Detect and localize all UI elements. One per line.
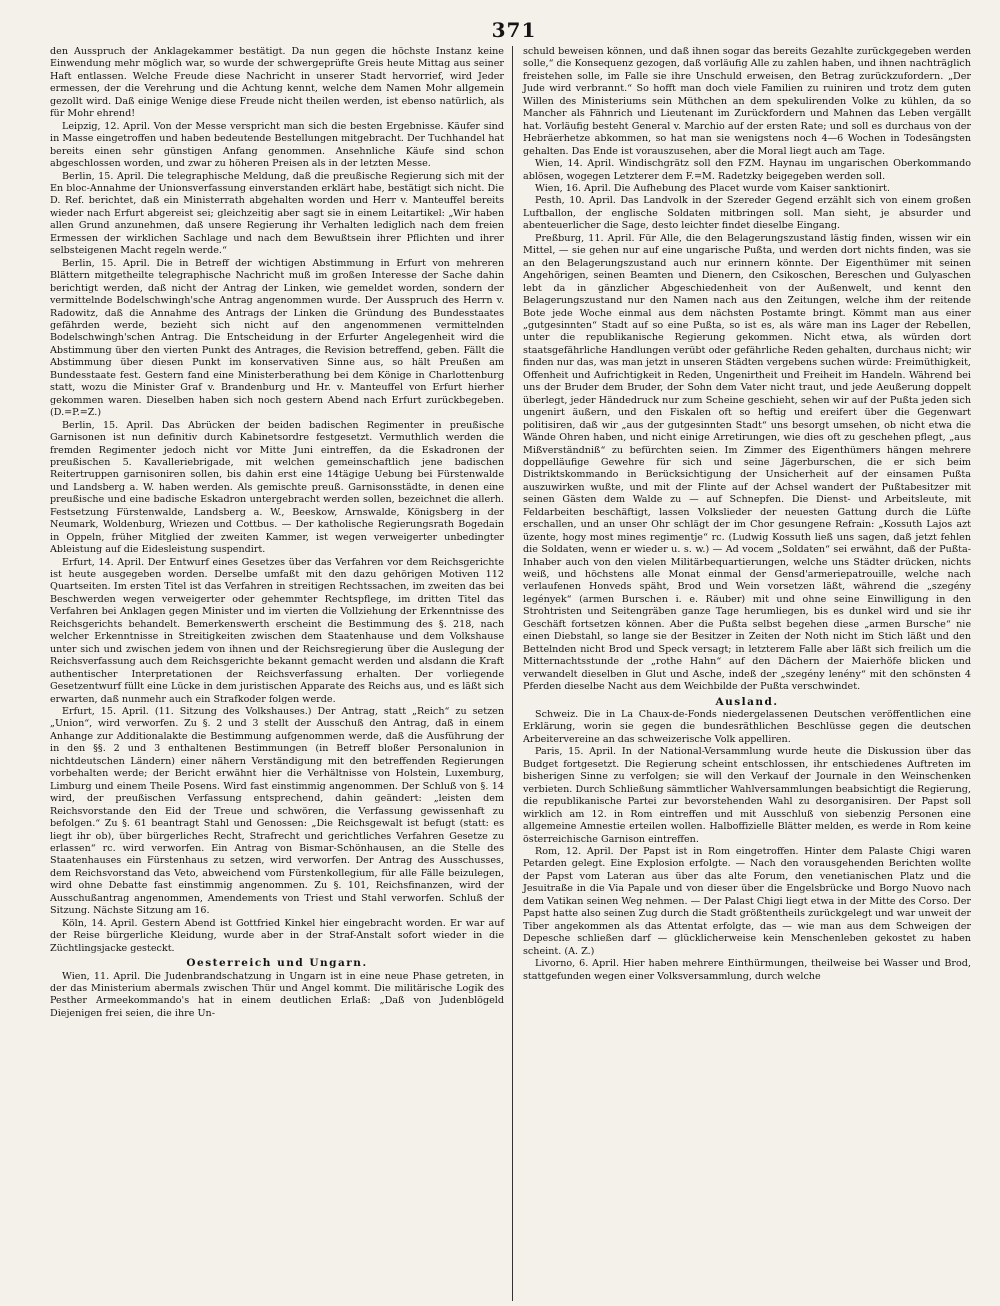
article-paragraph: Köln, 14. April. Gestern Abend ist Gottfried Kinkel hier eingebracht worden. Er war auf der Reise bürgerliche Kleidung, wurde aber in der Straf-Anstalt sofort wieder in die Züchtlingsjacke gesteckt. xyxy=(50,917,504,954)
article-paragraph: Rom, 12. April. Der Papst ist in Rom eingetroffen. Hinter dem Palaste Chigi waren Petarden gelegt. Eine Explosion erfolgte. — Nach den vorausgehenden Berichten wollte der Papst vom Lateran aus über das alte Forum, den venetianischen Platz und die Jesuitraße in die Via Papale und von dieser über die Engelsbrücke und Borgo Nuovo nach dem Vatikan seinen Weg nehmen. — Der Palast Chigi liegt etwa in der Mitte des Corso. Der Papst hatte also seinen Zug durch die Stadt größtentheils zurückgelegt und war unweit der Tiber angekommen als das Attentat erfolgte, das — wie man aus dem Schweigen der Depesche schließen darf — glücklicherweise kein Menschenleben gekostet zu haben scheint. (A. Z.) xyxy=(523,846,971,957)
columns xyxy=(50,46,978,1301)
article-paragraph: schuld beweisen können, und daß ihnen sogar das bereits Gezahlte zurückgegeben werden solle,“ die Konsequenz gezogen, daß vorläufig Alle zu zahlen haben, und ihnen nachträglich freistehen solle, im Falle sie ihre Unschuld erweisen, den Betrag zurückzufordern. „Der Jude wird verbrannt.“ So hofft man doch viele Familien zu ruiniren und trotz dem guten Willen des Ministeriums sein Müthchen an dem spekulirenden Volke zu kühlen, da so Mancher als Fähnrich und Lieutenant im Zurückfordern und Mahnen das Leben vergällt hat. Vorläufig besteht General v. Marchio auf der ersten Rate; und soll es durchaus von der Hebräerhetze abkommen, so hat man sie wenigstens noch 4—6 Wochen in Todesängsten gehalten. Das Ende ist vorauszusehen, aber die Moral liegt auch am Tage. xyxy=(523,46,971,157)
section-heading: Ausland. xyxy=(715,695,779,708)
right-column xyxy=(512,46,971,1301)
article-paragraph: Berlin, 15. April. Die telegraphische Meldung, daß die preußische Regierung sich mit der En bloc-Annahme der Unionsverfassung einverstanden erklärt habe, bestätigt sich nicht. Die D. Ref. berichtet, daß ein Ministerrath abgehalten worden und Herr v. Manteuffel bereits wieder nach Erfurt abgereist sei; gleichzeitig aber sagt sie in einem Leitartikel: „Wir haben allen Grund anzunehmen, daß unsere Regierung ihr Verhalten lediglich nach dem freien Ermessen der wirklichen Sachlage und nach dem Bewußtsein ihrer Pflichten und ihrer selbsteigenen Macht regeln werde.“ xyxy=(50,170,504,257)
article-paragraph: Paris, 15. April. In der National-Versammlung wurde heute die Diskussion über das Budget fortgesetzt. Die Regierung scheint entschlossen, ihr entschiedenes Auftreten im bisherigen Sinne zu verfolgen; sie will den Verkauf der Journale in den Weinschenken verbieten. Durch Schließung sämmtlicher Wahlversammlungen beabsichtigt die Regierung, die republikanische Partei zur bevorstehenden Wahl zu desorganisiren. Der Papst soll wirklich am 12. in Rom eintreffen und mit Ausschluß von siebenzig Personen eine allgemeine Amnestie erteilen wollen. Halboffizielle Blätter melden, es werde in Rom keine österreichische Garnison eintreffen. xyxy=(523,746,971,845)
article-paragraph: Wien, 14. April. Windischgrätz soll den FZM. Haynau im ungarischen Oberkommando ablösen, wogegen Letzterer dem F.=M. Radetzky beigegeben werden soll. xyxy=(523,158,971,182)
article-paragraph: Erfurt, 14. April. Der Entwurf eines Gesetzes über das Verfahren vor dem Reichsgerichte ist heute ausgegeben worden. Derselbe umfaßt mit den dazu gehörigen Motiven 112 Quartseiten. Im ersten Titel ist das Verfahren in streitigen Rechtssachen, im zweiten das bei Beschwerden wegen verweigerter oder gehemmter Rechtspflege, im dritten Titel das Verfahren bei Anklagen gegen Minister und im vierten die Vollziehung der Erkenntnisse des Reichsgerichts behandelt. Bemerkenswerth erscheint die Bestimmung des §. 218, nach welcher Erkenntnisse in Streitigkeiten zwischen dem Staatenhause und dem Volkshause unter sich und zwischen jedem von ihnen und der Reichsregierung über die Auslegung der Reichsverfassung auch dem Reichsgerichte bekannt gemacht werden und alsdann die Kraft authentischer Interpretationen der Reichsverfassung erhalten. Der vorliegende Gesetzentwurf füllt eine Lücke in dem juristischen Apparate des Reichs aus, und es läßt sich erwarten, daß nunmehr auch ein Strafkoder folgen werde. xyxy=(50,556,504,705)
article-paragraph: Leipzig, 12. April. Von der Messe verspricht man sich die besten Ergebnisse. Käufer sind in Masse eingetroffen und haben bedeutende Bestellungen mitgebracht. Der Tuchhandel hat bereits einen sehr günstigen Anfang genommen. Ansehnliche Käufe sind schon abgeschlossen worden, und zwar zu höheren Preisen als in der letzten Messe. xyxy=(50,120,504,170)
article-paragraph: Pesth, 10. April. Das Landvolk in der Szereder Gegend erzählt sich von einem großen Luftballon, der englische Soldaten mitbringen soll. Man sieht, je absurder und abenteuerlicher die Sage, desto leichter findet dieselbe Eingang. xyxy=(523,195,971,232)
article-paragraph: Preßburg, 11. April. Für Alle, die den Belagerungszustand lästig finden, wissen wir ein Mittel, — sie gehen nur auf eine ungarische Pußta, und werden dort nichts finden, was sie an den Belagerungszustand auch nur erinnern könnte. Der Eigenthümer mit seinen Angehörigen, seinen Beamten und Dienern, den Csikoschen, Bereschen und Gulyaschen lebt da in gänzlicher Abgeschiedenheit von der Außenwelt, und kennt den Belagerungszustand nur den Namen nach aus den Zeitungen, welche ihm der reitende Bote jede Woche einmal aus dem nächsten Postamte bringt. Kömmt man aus einer „gutgesinnten“ Stadt auf so eine Pußta, so ist es, als wäre man ins Lager der Rebellen, unter die republikanische Regierung gekommen. Nicht etwa, als würden dort staatsgefährliche Handlungen verübt oder gefährliche Reden gehalten, durchaus nicht; wir finden nur das, was man jetzt in unseren Städten vergebens suchen würde: Freimüthigkeit, Offenheit und Aufrichtigkeit in Reden, Ungenirtheit und Freiheit im Handeln. Während bei uns der Bruder dem Bruder, der Sohn dem Vater nicht traut, und jede Aeußerung doppelt überlegt, jeder Händedruck nur zum Scheine geschieht, sehen wir auf der Pußta jeden sich ungenirt äußern, und den Fiskalen oft so heftig und ereifert über die Gegenwart politisiren, daß wir „aus der gutgesinnten Stadt“ uns besorgt umsehen, ob nicht etwa die Wände Ohren haben, und nicht einige Arretirungen, wie dies oft zu geschehen pflegt, „aus Mißverständniß“ zu befürchten seien. Im Zimmer des Eigenthümers hängen mehrere doppelläufige Gewehre für sich und seine Jägerburschen, die er sich beim Distriktskommando in Berücksichtigung der Unsicherheit auf der einsamen Pußta auszuwirken wußte, und mit der Flinte auf der Achsel wandert der Pußtabesitzer mit seinen Gästen dem Walde zu — auf Schnepfen. Die Dienst- und Arbeitsleute, mit Feldarbeiten beschäftigt, lassen Volkslieder der neuesten Gattung durch die Lüfte erschallen, und an unser Ohr schlägt der im Chor gesungene Refrain: „Kossuth Lajos azt üzente, hogy most mines regimentje“ rc. (Ludwig Kossuth ließ uns sagen, daß jetzt fehlen die Soldaten, wenn er wieder u. s. w.) — Ad vocem „Soldaten“ sei erwähnt, daß der Pußta-Inhaber auch von den vielen Militärbequartierungen, welche uns Städter drücken, nichts weiß, und höchstens alle Monat einmal der Gensd'armeriepatrouille, welche nach verlaufenen Honveds späht, Brod und Wein vorsetzen läßt, während die „szegény legények“ (armen Burschen i. e. Räuber) mit und ohne seine Einwilligung in den Strohtristen und Seitengräben ganze Tage herumliegen, bis es dunkel wird und sie ihr Geschäft fortsetzen können. Aber die Pußta selbst begehen diese „armen Bursche“ nie einen Diebstahl, so lange sie der Besitzer in Zeiten der Noth nicht im Stich läßt und den Bettelnden nicht Brod und Speck versagt; in letzterem Falle aber läßt sich freilich um die Mitternachtsstunde der „rothe Hahn“ auf den Dächern der Maierhöfe blicken und verwandelt dieselben in Glut und Asche, indeß der „szegény lenény“ mit den schönsten 4 Pferden dieselbe Nacht aus dem Weichbilde der Pußta verschwindet. xyxy=(523,232,971,693)
article-paragraph: Livorno, 6. April. Hier haben mehrere Einthürmungen, theilweise bei Wasser und Brod, stattgefunden wegen einer Volksversammlung, durch welche xyxy=(523,958,971,982)
article-paragraph: Wien, 11. April. Die Judenbrandschatzung in Ungarn ist in eine neue Phase getreten, in der das Ministerium abermals zwischen Thür und Angel kommt. Die militärische Logik des Pesther Armeekommando's hat in einem deutlichen Erlaß: „Daß von Judenblögeld Diejenigen frei seien, die ihre Un- xyxy=(50,970,504,1019)
article-paragraph: den Ausspruch der Anklagekammer bestätigt. Da nun gegen die höchste Instanz keine Einwendung mehr möglich war, so wurde der schwergeprüfte Greis heute Mittag aus seiner Haft entlassen. Welche Freude diese Nachricht in unserer Stadt hervorrief, wird Jeder ermessen, der die Verehrung und die Achtung kennt, welche dem Namen Mohr allgemein gezollt wird. Daß einige Wenige diese Freude nicht theilen werden, ist ebenso natürlich, als für Mohr ehrend! xyxy=(50,46,504,120)
article-paragraph: Schweiz. Die in La Chaux-de-Fonds niedergelassenen Deutschen veröffentlichen eine Erklärung, worin sie gegen die bundesräthlichen Beschlüsse gegen die deutschen Arbeitervereine an das schweizerische Volk appelliren. xyxy=(523,709,971,745)
article-paragraph: Erfurt, 15. April. (11. Sitzung des Volkshauses.) Der Antrag, statt „Reich“ zu setzen „Union“, wird verworfen. Zu §. 2 und 3 stellt der Ausschuß den Antrag, daß in einem Anhange zur Additionalakte die Bestimmung aufgenommen werde, daß die Ausführung der in den §§. 2 und 3 enthaltenen Bestimmungen (in Betreff bloßer Personalunion in nichtdeutschen Ländern) einer nähern Verständigung mit den betreffenden Regierungen vorbehalten werde; der Bericht erwähnt hier die Verhältnisse von Holstein, Luxemburg, Limburg und einem Theile Posens. Wird fast einstimmig angenommen. Der Schluß von §. 14 wird, der preußischen Verfassung entsprechend, dahin geändert: „leisten dem Reichsvorstande den Eid der Treue und schwören, die Verfassung gewissenhaft zu befolgen.“ Zu §. 61 beantragt Stahl und Genossen: „Die Reichsgewalt ist befugt (statt: es liegt ihr ob), über bürgerliches Recht, Strafrecht und gerichtliches Verfahren Gesetze zu erlassen“ rc. wird verworfen. Ein Antrag von Bismar-Schönhausen, an die Stelle des Staatenhauses ein Fürstenhaus zu setzen, wird verworfen. Der Antrag des Ausschusses, dem Reichsvorstand das Veto, abweichend vom Fürstenkollegium, für alle Fälle beizulegen, wird ohne Debatte fast einstimmig angenommen. Zu §. 101, Reichsfinanzen, wird der Ausschußantrag angenommen, Amendements von Triest und Stahl verworfen. Schluß der Sitzung. Nächste Sitzung am 16. xyxy=(50,706,504,917)
left-column xyxy=(50,46,512,1301)
section-heading: Oesterreich und Ungarn. xyxy=(186,957,368,970)
article-paragraph: Wien, 16. April. Die Aufhebung des Placet wurde vom Kaiser sanktionirt. xyxy=(535,182,891,194)
article-paragraph: Berlin, 15. April. Das Abrücken der beiden badischen Regimenter in preußische Garnisonen ist nun definitiv durch Kabinetsordre festgesetzt. Vermuthlich werden die fremden Regimenter jedoch nicht vor Mitte Juni eintreffen, da die Eskadronen der preußischen 5. Kavalleriebrigade, mit welchen gemeinschaftlich jene badischen Reitertruppen garnisoniren sollen, bis dahin erst eine 14tägige Uebung bei Fürstenwalde und Landsberg a. W. haben werden. Als gemischte preuß. Garnisonsstädte, in denen eine preußische und eine badische Eskadron untergebracht werden sollen, bezeichnet die allerh. Festsetzung Fürstenwalde, Landsberg a. W., Beeskow, Arnswalde, Königsberg in der Neumark, Woldenburg, Wriezen und Cottbus. — Der katholische Regierungsrath Bogedain in Oppeln, früher Mitglied der zweiten Kammer, ist wegen verweigerter unbedingter Ableistung auf die Eidesleistung suspendirt. xyxy=(50,419,504,556)
page-number: 371 xyxy=(491,18,537,42)
article-paragraph: Berlin, 15. April. Die in Betreff der wichtigen Abstimmung in Erfurt von mehreren Blättern mitgetheilte telegraphische Nachricht muß im großen Interesse der Sache dahin berichtigt werden, daß nicht der Antrag der Linken, wie gemeldet worden, sondern der vermittelnde Bodelschwingh'sche Antrag angenommen wurde. Der Ausspruch des Herrn v. Radowitz, daß die Annahme des Antrags der Linken die Gründung des Bundesstaates gefährden werde, bezieht sich nicht auf den angenommenen vermittelnden Bodelschwingh'schen Antrag. Die Entscheidung in der Erfurter Angelegenheit wird die Abstimmung über den vierten Punkt des Antrages, die Revision betreffend, geben. Fällt die Abstimmung über diesen Punkt im konservativen Sinne aus, so hält Preußen am Bundesstaate fest. Gestern fand eine Ministerberathung bei dem Könige in Charlottenburg statt, wozu die Minister Graf v. Brandenburg und Hr. v. Manteuffel von Erfurt hierher gekommen waren. Dieselben haben sich noch gestern Abend nach Erfurt zurückbegeben. (D.=P.=Z.) xyxy=(50,257,504,419)
